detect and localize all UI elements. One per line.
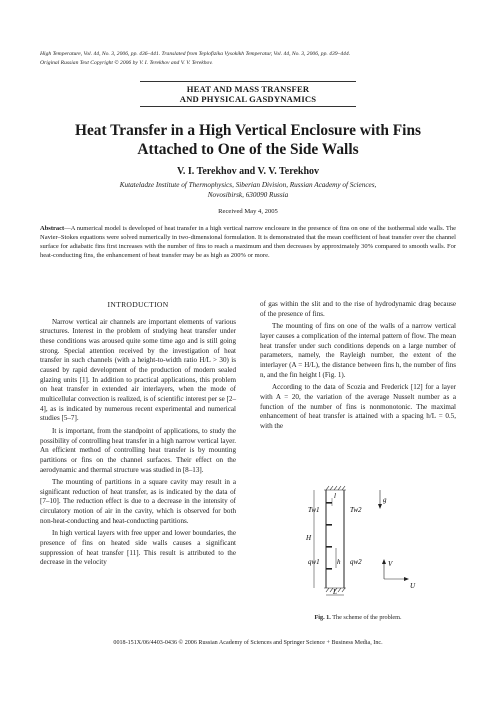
- body-paragraph: The mounting of fins on one of the walls of a narrow vertical layer causes a complication of the internal pattern of flow. The mean heat transfer under such conditions depends on a large number of parameters, namely, the Rayleigh number, the extent of the interlayer (A = H/L), the distance between fins h, the number of fins n, and the fin height l (Fig. 1).: [260, 322, 456, 379]
- figure-caption-lead: Fig. 1.: [314, 614, 331, 621]
- label-h: h: [337, 558, 341, 566]
- paper-title: [40, 122, 456, 159]
- abstract: [40, 224, 456, 260]
- label-tw1: Tw1: [308, 506, 320, 514]
- label-g: g: [383, 496, 387, 504]
- hatch-top: [324, 486, 346, 490]
- label-H: H: [306, 534, 312, 542]
- affiliation-line: Kutateladze Institute of Thermophysics, Siberian Division, Russian Academy of Sciences,: [119, 181, 377, 189]
- section-heading: [0, 84, 496, 104]
- u-axis-arrowhead: [404, 577, 409, 581]
- body-paragraph: Narrow vertical air channels are important elements of various structures. Interest in the problem of studying heat transfer under these conditions was aroused quite some time ago and is still going strong. Special attention received by the investigation of heat transfer in such channels (with a height-to-width ratio H/L > 30) is caused by rapid development of the production of modern sealed glazing units [1]. In addition to practical applications, this problem on heat transfer in extended air interlayers, when the mode of multicellular convection is realized, is of scientific interest per se [2–4], as is indicated by numerous recent experimental and numerical studies [5–7].: [40, 317, 236, 423]
- journal-citation-line: High Temperature, Vol. 44, No. 3, 2006, pp. 436–441. Translated from Teplofizika Vysokikh Temperatur, Vol. 44, No. 3, 2006, pp. 439–444.: [40, 51, 351, 57]
- paper-title-line: Heat Transfer in a High Vertical Enclosure with Fins: [74, 122, 422, 139]
- body-paragraph: The mounting of partitions in a square cavity may result in a significant reduction of heat transfer, as is indicated by the data of [7–10]. The reduction effect is due to a decrease in the intensity of circulatory motion of air in the cavity, which is observed for both non-heat-conducting and heat-conducting partitions.: [40, 478, 236, 525]
- body-paragraph: According to the data of Scozia and Frederick [12] for a layer with A = 20, the variation of the average Nusselt number as a function of the number of fins is nonmonotonic. The maximal enhancement of heat transfer is attained with a spacing h/L = 0.5, with the: [260, 383, 456, 430]
- body-paragraph: In high vertical layers with free upper and lower boundaries, the presence of fins on heated side walls causes a significant suppression of heat transfer [11]. This result is attributed to the decrease in the velocity: [40, 529, 236, 567]
- label-l: l: [334, 492, 336, 500]
- section-heading-line: HEAT AND MASS TRANSFER: [186, 84, 310, 94]
- label-tw2: Tw2: [350, 506, 362, 514]
- body-paragraph: It is important, from the standpoint of applications, to study the possibility of controlling heat transfer in a high narrow vertical layer. An efficient method of controlling heat transfer is by mounting partitions or fins on the channel surfaces. Their effect on the aerodynamic and thermal structure was studied in [8–13].: [40, 426, 237, 474]
- paper-title-line: Attached to One of the Side Walls: [137, 140, 359, 158]
- affiliation-line: Novosibirsk, 630090 Russia: [207, 190, 289, 199]
- introduction-heading: INTRODUCTION: [107, 300, 169, 309]
- figure-caption: [260, 614, 456, 621]
- body-paragraph: of gas within the slit and to the rise of hydrodynamic drag because of the presence of fins.: [260, 300, 456, 318]
- label-qw2: qw2: [350, 558, 362, 566]
- problem-scheme-figure: [284, 484, 434, 599]
- label-L: L: [333, 588, 337, 596]
- copyright-line: Original Russian Text Copyright © 2006 by V. I. Terekhov and V. V. Terekhov.: [40, 59, 213, 66]
- abstract-text: —A numerical model is developed of heat transfer in a high vertical narrow enclosure in the presence of fins on one of the isothermal side walls. The Navier–Stokes equations were solved numerically in two-dimensional formulation. It is demonstrated that the mean coefficient of heat transfer over the channel surface for adiabatic fins first increases with the number of fins to reach a maximum and then decreases by approximately 30% compared to smooth walls. For heat-conducting fins, the enhancement of heat transfer may be as high as 200% or more.: [40, 225, 456, 260]
- authors: V. I. Terekhov and V. V. Terekhov: [176, 166, 320, 177]
- gravity-arrowhead: [378, 504, 382, 509]
- section-heading-line: AND PHYSICAL GASDYNAMICS: [179, 94, 317, 104]
- affiliation: [40, 181, 456, 200]
- figure-caption-text: The scheme of the problem.: [332, 614, 402, 621]
- journal-citation: [40, 50, 460, 67]
- right-column: [260, 300, 456, 435]
- section-rule-top: [140, 81, 356, 82]
- label-V: V: [388, 560, 393, 568]
- page-footer: 0018-151X/06/4403-0436 © 2006 Russian Academy of Sciences and Springer Science + Business Media, Inc.: [113, 640, 383, 646]
- abstract-lead: Abstract: [40, 225, 65, 232]
- v-axis-arrowhead: [382, 559, 386, 564]
- received-date: Received May 4, 2005: [218, 208, 278, 215]
- section-rule-bottom: [140, 106, 356, 107]
- left-column: [40, 300, 236, 571]
- fins: [326, 502, 332, 570]
- label-U: U: [410, 582, 416, 590]
- label-qw1: qw1: [308, 558, 320, 566]
